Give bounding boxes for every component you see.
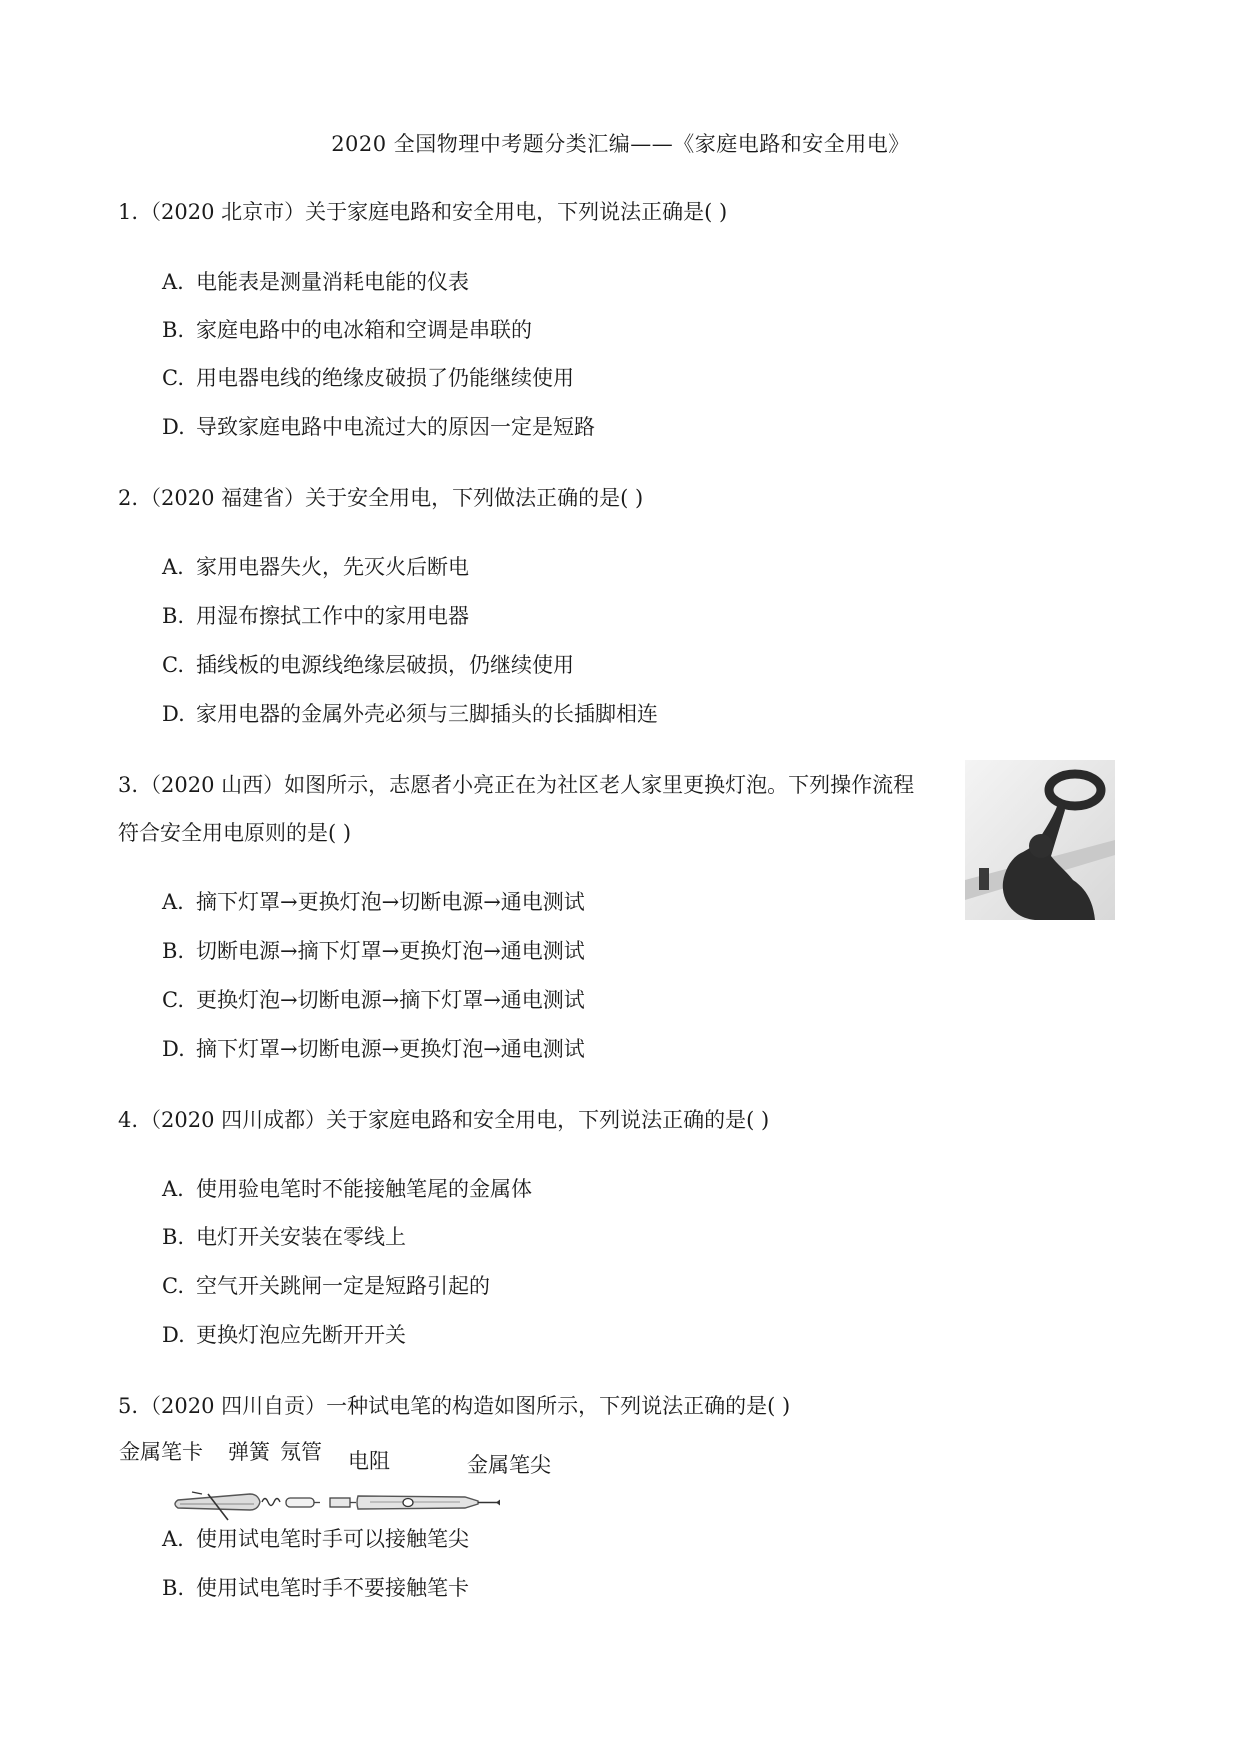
question-text: （2020 四川成都）关于家庭电路和安全用电，下列说法正确的是( ) — [140, 1108, 770, 1132]
question-5-option-b: B. 使用试电笔时手不要接触笔卡 — [162, 1576, 469, 1600]
question-number: 1. — [118, 200, 139, 224]
question-3-option-b: B. 切断电源→摘下灯罩→更换灯泡→通电测试 — [162, 939, 585, 963]
question-1-option-c: C. 用电器电线的绝缘皮破损了仍能继续使用 — [162, 366, 574, 390]
question-5-option-a: A. 使用试电笔时手可以接触笔尖 — [162, 1527, 469, 1551]
question-text: （2020 北京市）关于家庭电路和安全用电，下列说法正确是( ) — [140, 200, 728, 224]
question-2-stem — [118, 484, 643, 512]
question-1-stem — [118, 198, 727, 226]
label-resistor: 电阻 — [348, 1449, 390, 1473]
question-number: 3. — [118, 773, 139, 797]
lamp-replacement-photo — [965, 760, 1115, 920]
question-1-option-a: A. 电能表是测量消耗电能的仪表 — [162, 270, 469, 294]
question-4-option-c: C. 空气开关跳闸一定是短路引起的 — [162, 1274, 490, 1298]
question-1-option-d: D. 导致家庭电路中电流过大的原因一定是短路 — [162, 415, 595, 439]
question-2-option-d: D. 家用电器的金属外壳必须与三脚插头的长插脚相连 — [162, 702, 658, 726]
label-metal-tip: 金属笔尖 — [467, 1453, 551, 1477]
question-2-option-c: C. 插线板的电源线绝缘层破损，仍继续使用 — [162, 653, 574, 677]
question-3-stem — [118, 771, 914, 799]
label-metal-clip: 金属笔卡 — [119, 1440, 203, 1464]
question-1-option-b: B. 家庭电路中的电冰箱和空调是串联的 — [162, 318, 532, 342]
question-4-option-d: D. 更换灯泡应先断开开关 — [162, 1323, 406, 1347]
question-3-option-a: A. 摘下灯罩→更换灯泡→切断电源→通电测试 — [162, 890, 585, 914]
label-neon-tube: 氖管 — [280, 1440, 322, 1464]
label-spring: 弹簧 — [228, 1440, 270, 1464]
question-5-stem — [118, 1392, 790, 1420]
question-4-option-b: B. 电灯开关安装在零线上 — [162, 1225, 406, 1249]
document-title: 2020 全国物理中考题分类汇编——《家庭电路和安全用电》 — [331, 132, 910, 156]
question-number: 5. — [118, 1394, 139, 1418]
question-3-option-c: C. 更换灯泡→切断电源→摘下灯罩→通电测试 — [162, 988, 585, 1012]
question-3-stem-continued: 符合安全用电原则的是( ) — [118, 821, 352, 845]
question-number: 4. — [118, 1108, 139, 1132]
question-number: 2. — [118, 486, 139, 510]
question-3-option-d: D. 摘下灯罩→切断电源→更换灯泡→通电测试 — [162, 1037, 585, 1061]
question-2-option-a: A. 家用电器失火，先灭火后断电 — [162, 555, 469, 579]
question-text: （2020 四川自贡）一种试电笔的构造如图所示，下列说法正确的是( ) — [140, 1394, 791, 1418]
question-2-option-b: B. 用湿布擦拭工作中的家用电器 — [162, 604, 469, 628]
question-4-option-a: A. 使用验电笔时不能接触笔尾的金属体 — [162, 1177, 532, 1201]
question-text: （2020 山西）如图所示，志愿者小亮正在为社区老人家里更换灯泡。下列操作流程 — [140, 773, 915, 797]
question-4-stem — [118, 1106, 769, 1134]
question-text: （2020 福建省）关于安全用电，下列做法正确的是( ) — [140, 486, 644, 510]
